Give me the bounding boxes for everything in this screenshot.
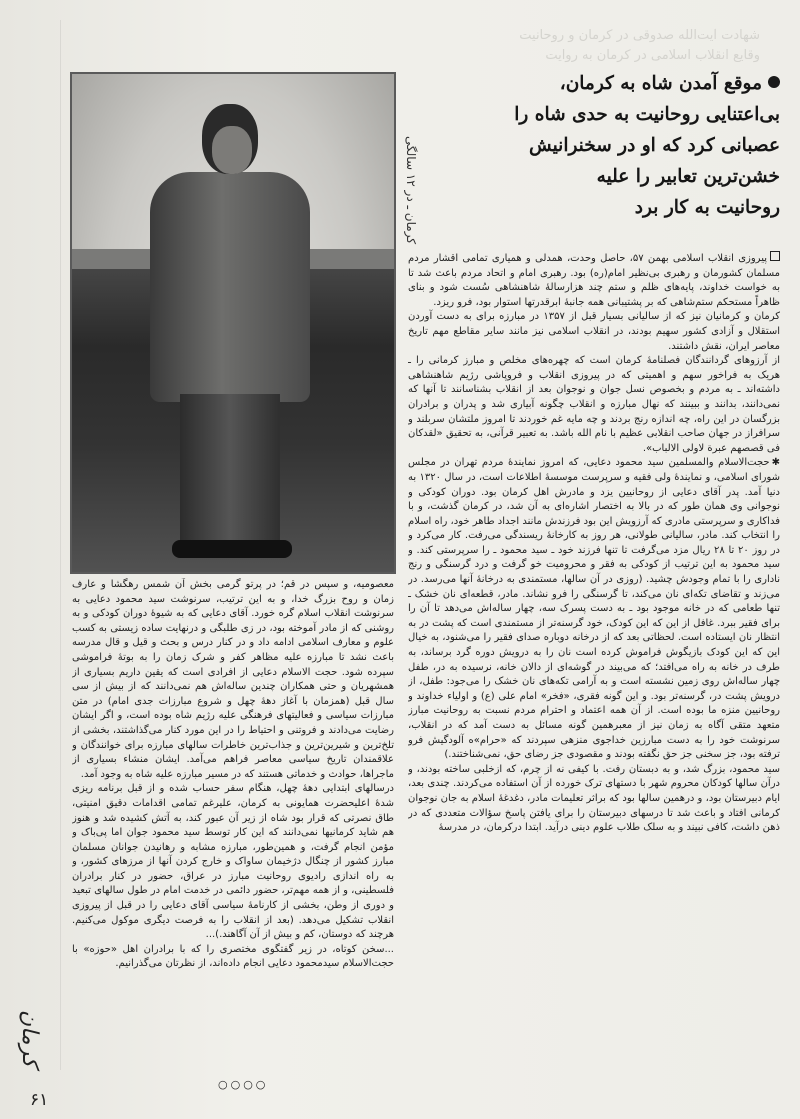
headline-line: روحانیت به کار برد	[634, 197, 780, 218]
headline-line: عصبانی کرد که او در سخنرانیش	[529, 135, 780, 156]
paragraph: سید محمود، بزرگ شد، و به دبستان رفت. با کیفی نه از چرم، که ازخلبی ساخته بودند، و درآن سالها کودکان محروم شهر با دستهای ترک خورده از آن استفاده می‌کردند. چندی بعد، ایام دبیرستان بود، و درهمین سالها بود که براثر تعلیمات مادر، دغدغهٔ اسلام به جان نوجوان کرمانی افتاد و باعث شد تا درسهای دبیرستان را برای یافتن پاسخ سؤالات متعددی که در ذهن داشت، کافی نبیند و به سلک طلاب علوم دینی درآید. ابتدا درکرمان، در مدرسهٔ	[408, 763, 780, 834]
paragraph	[408, 456, 780, 762]
square-bullet-icon	[770, 251, 780, 261]
page-margin-shadow	[60, 20, 61, 1070]
end-marks: ○○○○	[218, 1078, 269, 1091]
article-column-right	[408, 251, 780, 1099]
photo-figure-legs	[180, 394, 280, 544]
faint-header-text: شهادت آیت‌الله صدوقی در کرمان و روحانیت	[519, 28, 760, 43]
headline-text: موقع آمدن شاه به کرمان،	[559, 73, 762, 94]
photo-caption: کرمان ـ در ۱۲ سالگی	[404, 135, 418, 244]
faint-header-text: وقایع انقلاب اسلامی در کرمان به روایت	[545, 48, 760, 63]
photo-figure-face	[212, 126, 252, 174]
magazine-logo: کرمان	[17, 1010, 42, 1068]
paragraph-text: پیروزی انقلاب اسلامی بهمن ۵۷، حاصل وحدت، همدلی و همیاری تمامی اقشار مردم مسلمان کشورمان و رهبری بی‌نظیر امام(ره) بود. رهبری امام و اتحاد مردم باعث شد تا به خواست خداوند، پایه‌های ظلم و ستم چند هزارسالهٔ شاهنشاهی سُست شود و بنای ظاهراً مستحکم ستم‌شاهی که بر پشتیبانی همه جانبهٔ ابرقدرتها استوار بود، فرو ریزد.	[408, 253, 780, 308]
paragraph: درسالهای ابتدایی دههٔ چهل، هنگام سفر حساب شده و از قبل برنامه ریزی شدهٔ اعلیحضرت همایونی به کرمان، علیرغم تمامی اقدامات دقیق امنیتی، طاق نصرتی که قرار بود شاه از زیر آن عبور کند، به آتش کشیده شد و هنوز هم شاید کرمانیها نمی‌دانند که این کار توسط سید محمود جوان اما پی‌باک و مؤمن انجام گرفت، و همین‌طور، مبارزه مشابه و رهانیدن جوانان مسلمان مبارز کشور از چنگال دژخیمان ساواک و خارج کردن آنها از مرزهای کشور، و به راه اندازی رادیوی روحانیت مبارز در عراق، حضور در کنار برادران فلسطینی، و از همه مهم‌تر، حضور دائمی در خدمت امام در طول سالهای تبعید و دوری از وطن، بخشی از کارنامهٔ سیاسی آقای دعایی را در قبل از پیروزی انقلاب تشکیل می‌دهد. (بعد از انقلاب را به فرصت دیگری موکول می‌کنیم. هرچند که دوستان، کم و بیش از آن آگاهند.)...	[72, 783, 394, 941]
photo-figure-body	[150, 172, 310, 402]
headline-line	[490, 68, 780, 99]
paragraph: ...سخن کوتاه، در زیر گفتگوی مختصری را که با برادران اهل «حوزه» با حجت‌الاسلام سیدمحمود دعایی انجام داده‌اند، از نظرتان می‌گذرانیم.	[72, 943, 394, 970]
headline	[490, 68, 780, 223]
headline-line: خشن‌ترین تعابیر را علیه	[596, 166, 780, 187]
article-column-left	[72, 578, 394, 1076]
paragraph	[408, 251, 780, 310]
photo-figure-shoes	[172, 540, 292, 558]
bullet-icon	[768, 76, 780, 88]
headline-line: بی‌اعتنایی روحانیت به حدی شاه را	[514, 104, 780, 125]
portrait-photo	[70, 72, 396, 574]
asterisk-icon: ✱	[771, 457, 780, 469]
paragraph: معصومیه، و سپس در قم؛ در پرتو گرمی بخش آن شمس رهگشا و عارف زمان و روح بزرگ خدا، و به این ترتیب، سرنوشت سید محمود دعایی به سرنوشت انقلاب اسلام گره خورد. آقای دعایی که به شیوهٔ دوران کودکی و به روشنی که از مادر آموخته بود، در زی طلبگی و درنهایت ساده زیستی به کسب علوم و معارف اسلامی ادامه داد و در کنار درس و بحث و قیل و قال مدرسه باعث نشد تا مبارزه علیه مظاهر کفر و شرک زمان را به بوتهٔ فراموشی سپرده شود. حجت الاسلام دعایی از افرادی است که یقین داریم بسیاری از همشهریان و حتی همکاران چندین ساله‌اش هم نمی‌دانند که از بیش از سی سال قبل (همزمان با آغاز دههٔ چهل و شروع مبارزات جدی امام) در متن مبارزات سیاسی و فعالیتهای فرهنگی علیه رژیم شاه بوده است، و اگر ایشان رضایت می‌دادند و فروتنی و احتیاط را در این مورد کنار می‌گذاشتند، بخشی از تلخ‌ترین و شیرین‌ترین و جذاب‌ترین خاطرات سالهای مبارزه برای خوانندگان و علاقمندان تاریخ سیاسی معاصر فراهم می‌آمد. ایشان منشاء بسیاری از ماجراها، حوادث و خدماتی هستند که در مسیر مبارزه علیه شاه به وجود آمد.	[72, 579, 394, 780]
paragraph-text: حجت‌الاسلام والمسلمین سید محمود دعایی، که امروز نمایندهٔ مردم تهران در مجلس شورای اسلامی، و نمایندهٔ ولی فقیه و سرپرست موسسهٔ اطلاعات است، در سال ۱۳۲۰ به دنیا آمد. پدر آقای دعایی از روحانیین یزد و مادرش اهل کرمان بود. دوران کودکی و نوجوانی وی همان طور که در بالا به اختصار اشاره‌ای به آن شد، در کرمان گذشت، و با فداکاری و سرپرستی مادری که آرزویش این بود فرزندش مانند اجداد طاهر خود، راه اسلام را انتخاب کند. مادر، سالیانی طولانی، هر روز به کارخانهٔ ریسندگی می‌رفت. کار می‌کرد و در روز ۲۰ تا ۲۸ ریال مزد می‌گرفت تا تنها فرزند خود ـ سید محمود ـ را سرپرستی کند. و سید محمود به این ترتیب از کودکی به فقر و محرومیت خو گرفت و درد گرسنگی و رنج ناداری را با تمام وجودش چشید. (روزی در آن سالها، مستمندی به درخانهٔ آنها می‌رسد. در می‌زند و تقاضای تکه‌ای نان می‌کند، تا گرسنگی را فرو نشاند. مادر، قطعه‌ای نان خشک ـ تنها طعامی که در خانه موجود بود ـ به دست پسرک سه، چهار ساله‌اش می‌دهد تا آن را برای فقیر ببرد. غافل از این که این کودک، خود گرسنه‌تر از مستمندی است که پشت در به انتظار نان ایستاده است. لحظاتی بعد که از درخانه دوباره صدای فقیر را می‌شنود، به خیال این که این کودک بازیگوش فراموش کرده است نان را به درویش دوره گرد برساند، به طرف در خانه به راه می‌افتد؛ که می‌بیند در گوشه‌ای از دالان خانه، نرسیده به در، طفل چهار ساله‌اش روی زمین نشسته است و به آرامی تکه‌های نان خشک را می‌جود: طفل، از درویش پشت در، گرسنه‌تر بود. و این گونه فقری، «فخر» امام علی (ع) و اولیاء خداوند و روحانیین منزه ما بوده است. از آن همه اعتماد و احترام مردم نسبت به روحانیت مبارز متعهد متقی آگاه به زمان نیز از معبرهمین گونه مسائل به دست آمد که در انقلاب، سرنوشت خود را به دست مبارزین خداجوی منزهی سپردند که «حرام»ه آلودگیش فرو ترفته بود، جز سخنی جز حق نگفته بودند و مقصودی جز رضای حق، نمی‌شناختند.)	[408, 457, 780, 761]
page-number: ۶۱	[30, 1090, 49, 1110]
paragraph: کرمان و کرمانیان نیز که از سالیانی بسیار قبل از ۱۳۵۷ در مبارزه برای به دست آوردن استقلال و آزادی کشور سهیم بودند، در انقلاب اسلامی نیز مانند سایر مقاطع مهم تاریخ معاصر ایران، نقش داشتند.	[408, 311, 780, 352]
paragraph: از آرزوهای گردانندگان فصلنامهٔ کرمان است که چهره‌های مخلص و مبارز کرمانی را ـ هریک به فراخور سهم و اهمیتی که در پیروزی انقلاب و فروپاشی رژیم شاهنشاهی داشته‌اند ـ به مردم و بخصوص نسل جوان و نوجوان بعد از انقلاب بشناسانند تا آنها که نمی‌دانند، بدانند و ببینند که نهال مبارزه و انقلاب چگونه آبیاری شد و پدران و برادران بزرگسان در این راه، چه اندازه رنج بردند و چه مایه غم خوردند تا امروز ملتشان سربلند و سرافراز در جهان صاحب انقلابی عظیم با نام الله باشد. به تعبیر قرآنی، به تحقیق «لقدکان فی قصصهم عبرة لاولی الالباب».	[408, 355, 780, 454]
